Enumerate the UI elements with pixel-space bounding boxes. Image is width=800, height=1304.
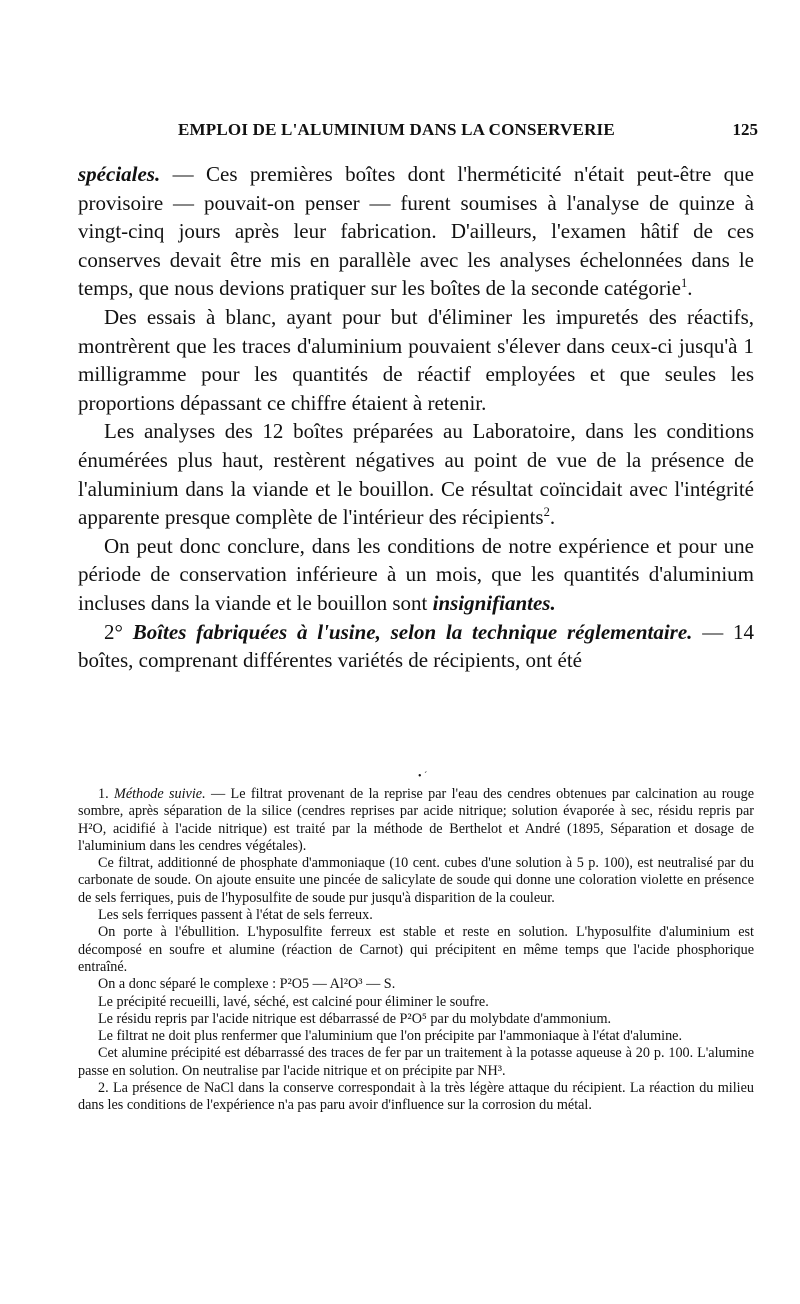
main-text: [78, 160, 754, 675]
footnote-1-para-9: Cet alumine précipité est débarrassé des traces de fer par un traitement à la potasse aqueuse à 20 p. 100. L'alumine passe en solution. On neutralise par l'acide nitrique et on précipite par NH³.: [78, 1045, 754, 1079]
footnote-separator: • ˊ: [418, 771, 428, 782]
paragraph-3-text: Les analyses des 12 boîtes préparées au Laboratoire, dans les conditions énumérées plus haut, restèrent négatives au point de vue de la présence de l'aluminium dans la viande et le bouillon. Ce résultat coïncidait avec l'intégrité apparente presque complète de l'intérieur des récipients: [78, 419, 754, 530]
paragraph-1-lead: spéciales.: [78, 162, 161, 186]
page-number: 125: [732, 120, 758, 139]
paragraph-1-end: .: [687, 276, 693, 301]
paragraph-4-text: On peut donc conclure, dans les conditions de notre expérience et pour une période de conservation inférieure à un mois, que les quantités d'aluminium incluses dans la viande et le bouillon sont: [78, 533, 754, 615]
footnote-1-para-5: On a donc séparé le complexe : P²O5 — Al²O³ — S.: [98, 976, 396, 993]
running-title: EMPLOI DE L'ALUMINIUM DANS LA CONSERVERIE: [178, 120, 615, 139]
paragraph-2: Des essais à blanc, ayant pour but d'éliminer les impuretés des réactifs, montrèrent que les traces d'aluminium pouvaient s'élever dans ceux-ci jusqu'à 1 milligramme pour les quantités de réactif employées et que seules les proportions dépassant ce chiffre étaient à retenir.: [78, 304, 754, 415]
paragraph-3: [78, 417, 754, 531]
paragraph-1: [78, 160, 754, 303]
page-header: [78, 120, 758, 148]
footnote-1-lead: Méthode suivie.: [114, 786, 206, 802]
paragraph-5-text: — 14 boîtes, comprenant différentes variétés de récipients, ont été: [78, 619, 755, 673]
footnote-1-para-4: On porte à l'ébullition. L'hyposulfite ferreux est stable et reste en solution. L'hyposulfite d'aluminium est décomposé en soufre et alumine (réaction de Carnot) qui précipitent en même temps que l'acide phosphorique entraîné.: [78, 924, 754, 975]
footnote-1-para-8: Le filtrat ne doit plus renfermer que l'aluminium que l'on précipite par l'ammoniaque à l'état d'alumine.: [98, 1028, 683, 1045]
footnote-1-text: — Le filtrat provenant de la reprise par l'eau des cendres obtenues par calcination au rouge sombre, après séparation de la silice (cendres reprises par acide nitrique; solution évaporée à sec, résidu repris par H²O, acidifié à l'acide nitrique) est traité par la méthode de Berthelot et André (1895, Séparation et dosage de l'aluminium dans les cendres végétales).: [78, 786, 755, 854]
footnote-1-number: 1.: [98, 786, 109, 802]
footnote-2: 2. La présence de NaCl dans la conserve correspondait à la très légère attaque du récipient. La réaction du milieu dans les conditions de l'expérience n'a pas paru avoir d'influence sur la corrosion du métal.: [78, 1080, 754, 1114]
paragraph-1-text: — Ces premières boîtes dont l'herméticité n'était peut-être que provisoire — pouvait-on penser — furent soumises à l'analyse de quinze à vingt-cinq jours après leur fabrication. D'ailleurs, l'examen hâtif de ces conserves devait être mis en parallèle avec les analyses échelonnées dans le temps, que nous devions pratiquer sur les boîtes de la seconde catégorie: [78, 162, 754, 301]
paragraph-4-emphasis: insignifiantes.: [432, 590, 556, 615]
footnote-1-para-2: Ce filtrat, additionné de phosphate d'ammoniaque (10 cent. cubes d'une solution à 5 p. 100), est neutralisé par du carbonate de soude. On ajoute ensuite une pincée de salicylate de soude qui donne une coloration violette en présence de sels ferriques, puis de l'hyposulfite de soude pur jusqu'à disparition de la couleur.: [78, 855, 754, 906]
paragraph-5: [78, 618, 754, 675]
footnotes: [78, 786, 754, 1115]
footnote-ref-2: 2: [543, 505, 550, 520]
footnote-1: [78, 786, 754, 855]
footnote-1-para-6: Le précipité recueilli, lavé, séché, est calciné pour éliminer le soufre.: [98, 993, 489, 1010]
paragraph-4: [78, 532, 754, 618]
footnote-1-para-7: Le résidu repris par l'acide nitrique est débarrassé de P²O⁵ par du molybdate d'ammonium.: [98, 1010, 612, 1027]
section-number: 2°: [104, 619, 123, 644]
section-heading: Boîtes fabriquées à l'usine, selon la technique réglementaire.: [132, 619, 693, 644]
footnote-ref-1: 1: [681, 276, 688, 291]
footnote-1-para-3: Les sels ferriques passent à l'état de sels ferreux.: [98, 907, 373, 924]
paragraph-3-end: .: [549, 505, 556, 530]
